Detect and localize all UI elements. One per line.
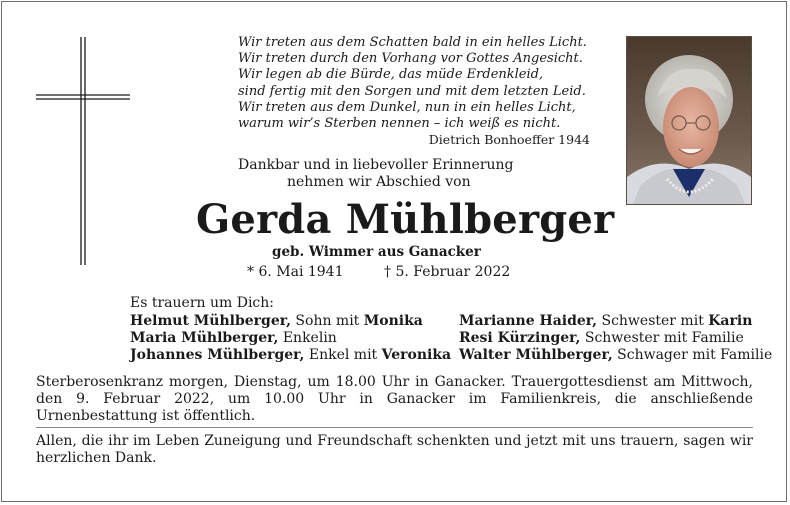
poem-line: Wir treten durch den Vorhang vor Gottes Angesicht. bbox=[238, 51, 583, 67]
funeral-details: Sterberosenkranz morgen, Dienstag, um 18.00 Uhr in Ganacker. Trauergottesdienst am Mittwoch, den 9. Februar 2022, um 10.00 Uhr in Ganacker im Familienkreis, die anschließende Urnenbestattung ist öffentlich. bbox=[36, 374, 753, 424]
poem-line: Wir treten aus dem Dunkel, nun in ein helles Licht, bbox=[238, 99, 576, 115]
mourner-partner: Karin bbox=[708, 313, 753, 329]
mourner-partner: Veronika bbox=[381, 347, 452, 363]
thanks-line-1: Dankbar und in liebevoller Erinnerung bbox=[238, 157, 514, 173]
mourner-relation: Enkelin bbox=[278, 330, 337, 346]
mourner-relation: Schwester mit bbox=[597, 313, 709, 329]
mourners-left bbox=[130, 313, 451, 364]
poem-line: Wir treten aus dem Schatten bald in ein helles Licht. bbox=[238, 35, 587, 50]
cross-icon bbox=[36, 37, 130, 265]
mourner-name: Marianne Haider, bbox=[459, 313, 598, 329]
mourner-row bbox=[130, 313, 451, 330]
mourner-name: Resi Kürzinger, bbox=[459, 330, 581, 346]
mourner-name: Walter Mühlberger, bbox=[459, 347, 613, 363]
mourner-row bbox=[459, 347, 772, 364]
mourner-partner: Monika bbox=[363, 313, 423, 329]
portrait-photo bbox=[626, 36, 752, 205]
mourner-relation: Enkel mit bbox=[304, 347, 382, 363]
life-dates bbox=[247, 264, 511, 280]
poem-line: Wir legen ab die Bürde, das müde Erdenkleid, bbox=[238, 67, 544, 83]
poem-line: sind fertig mit den Sorgen und mit dem letzten Leid. bbox=[238, 83, 586, 99]
mourner-name: Helmut Mühlberger, bbox=[130, 313, 291, 329]
poem-author: Dietrich Bonhoeffer 1944 bbox=[428, 132, 590, 148]
mourners-heading: Es trauern um Dich: bbox=[130, 295, 274, 311]
mourner-row bbox=[459, 313, 772, 330]
birth-info: geb. Wimmer aus Ganacker bbox=[272, 244, 481, 260]
mourners-right bbox=[459, 313, 772, 364]
death-date: † 5. Februar 2022 bbox=[384, 264, 511, 280]
mourner-relation: Sohn mit bbox=[290, 313, 364, 329]
poem bbox=[238, 35, 590, 148]
thanks-line-2: nehmen wir Abschied von bbox=[287, 174, 471, 190]
mourner-row bbox=[459, 330, 772, 347]
mourner-relation: Schwager mit Familie bbox=[612, 347, 773, 363]
closing-thanks: Allen, die ihr im Leben Zuneigung und Freundschaft schenkten und jetzt mit uns trauern, sagen wir herzlichen Dank. bbox=[36, 433, 753, 466]
mourner-relation: Schwester mit Familie bbox=[580, 330, 744, 346]
mourner-name: Johannes Mühlberger, bbox=[130, 347, 305, 363]
birth-date: * 6. Mai 1941 bbox=[247, 264, 344, 280]
thanks-text bbox=[238, 157, 518, 191]
mourner-name: Maria Mühlberger, bbox=[130, 330, 279, 346]
portrait-photo-icon bbox=[627, 37, 751, 204]
mourner-row bbox=[130, 347, 451, 364]
deceased-name: Gerda Mühlberger bbox=[196, 196, 615, 243]
divider bbox=[36, 427, 753, 428]
mourner-row bbox=[130, 330, 451, 347]
poem-line: warum wir’s Sterben nennen – ich weiß es nicht. bbox=[238, 116, 561, 132]
